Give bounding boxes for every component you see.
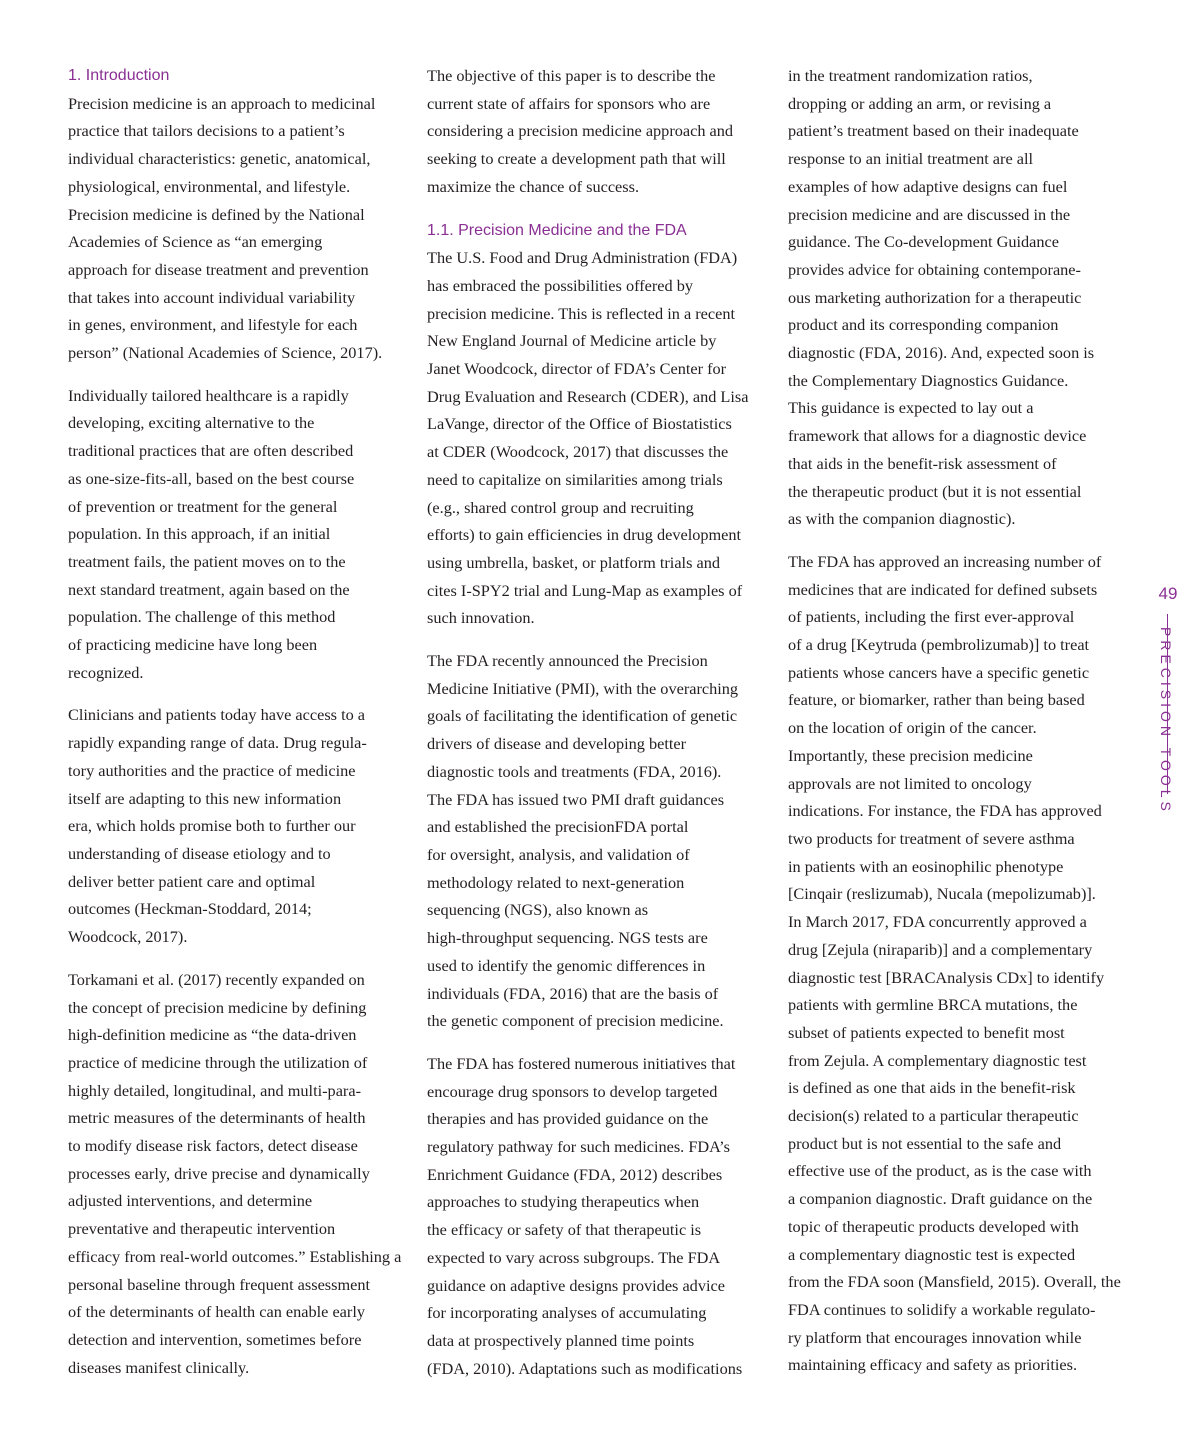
section-heading-precision-medicine-fda: 1.1. Precision Medicine and the FDA — [427, 221, 687, 239]
column-1 — [68, 62, 413, 1396]
section-heading-introduction: 1. Introduction — [68, 67, 170, 84]
paragraph: The FDA has fostered numerous initiatives that encourage drug sponsors to develop targeted therapies and has provided guidance on the regulatory pathway for such medicines. FDA’s Enrichment Guidance (FDA, 2012) describes approaches to studying therapeutics when the efficacy or safety of that therapeutic is expected to vary across subgroups. The FDA guidance on adaptive designs provides advice for incorporating analyses of accumulating data at prospectively planned time points (FDA, 2010). Adaptations such as modifications — [427, 1053, 743, 1378]
paragraph: Torkamani et al. (2017) recently expanded on the concept of precision medicine by defining high-definition medicine as “the data-driven practice of medicine through the utilization of highly detailed, longitudinal, and multi-para- metric measures of the determinants of health to modify disease risk factors, detect disease processes early, drive precise and dynamically adjusted interventions, and determine preventative and therapeutic intervention efficacy from real-world outcomes.” Establishing a personal baseline through frequent assessment of the determinants of health can enable early detection and intervention, sometimes before diseases manifest clinically. — [68, 969, 402, 1377]
page-number: 49 — [1158, 584, 1178, 603]
paragraph: The U.S. Food and Drug Administration (FDA) has embraced the possibilities offered by precision medicine. This is reflected in a recent New England Journal of Medicine article by Janet Woodcock, director of FDA’s Center for Drug Evaluation and Research (CDER), and Lisa LaVange, director of the Office of Biostatistics at CDER (Woodcock, 2017) that discusses the need to capitalize on similarities among trials (e.g., shared control group and recruiting efforts) to gain efficiencies in drug development using umbrella, basket, or platform trials and cites I-SPY2 trial and Lung-Map as examples of such innovation. — [427, 248, 749, 628]
column-2 — [427, 62, 773, 1397]
paragraph: in the treatment randomization ratios, dropping or adding an arm, or revising a patient’s treatment based on their inadequate response to an initial treatment are all examples of how adaptive designs can fuel precision medicine and are discussed in the guidance. The Co-development Guidance provides advice for obtaining contemporane- ous marketing authorization for a therapeutic product and its corresponding companion diagnostic (FDA, 2016). And, expected soon is the Complementary Diagnostics Guidance. This guidance is expected to lay out a framework that allows for a diagnostic device that aids in the benefit-risk assessment of the therapeutic product (but it is not essential as with the companion diagnostic). — [788, 66, 1095, 529]
column-3 — [788, 62, 1133, 1394]
paragraph: The objective of this paper is to describe the current state of affairs for sponsors who are considering a precision medicine approach and seeking to create a development path that will maximize the chance of success. — [427, 66, 734, 196]
paragraph: The FDA has approved an increasing number of medicines that are indicated for defined subsets of patients, including the first ever-approval of a drug [Keytruda (pembrolizumab)] to treat patients whose cancers have a specific genetic feature, or biomarker, rather than being based on the location of origin of the cancer. Importantly, these precision medicine approvals are not limited to oncology indications. For instance, the FDA has approved two products for treatment of severe asthma in patients with an eosinophilic phenotype [Cinqair (reslizumab), Nucala (mepolizumab)]. In March 2017, FDA concurrently approved a drug [Zejula (niraparib)] and a complementary diagnostic test [BRACAnalysis CDx] to identify patients with germline BRCA mutations, the subset of patients expected to benefit most from Zejula. A complementary diagnostic test is defined as one that aids in the benefit-risk decision(s) related to a particular therapeutic product but is not essential to the safe and effective use of the product, as is the case with a companion diagnostic. Draft guidance on the topic of therapeutic products developed with a complementary diagnostic test is expected from the FDA soon (Mansfield, 2015). Overall, the FDA continues to solidify a workable regulato- ry platform that encourages innovation while maintaining efficacy and safety as priorities. — [788, 551, 1121, 1375]
paragraph: Clinicians and patients today have access to a rapidly expanding range of data. Drug regula- tory authorities and the practice of medicine itself are adapting to this new information era, which holds promise both to further our understanding of disease etiology and to deliver better patient care and optimal outcomes (Heckman-Stoddard, 2014; Woodcock, 2017). — [68, 705, 367, 947]
paragraph: Individually tailored healthcare is a rapidly developing, exciting alternative to the traditional practices that are often described as one-size-fits-all, based on the best course of prevention or treatment for the general population. In this approach, if an initial treatment fails, the patient moves on to the next standard treatment, again based on the population. The challenge of this method of practicing medicine have long been recognized. — [68, 385, 355, 682]
paragraph: Precision medicine is an approach to medicinal practice that tailors decisions to a patient’s individual characteristics: genetic, anatomical, physiological, environmental, and lifestyle. Precision medicine is defined by the National Academies of Science as “an emerging approach for disease treatment and prevention that takes into account individual variability in genes, environment, and lifestyle for each person” (National Academies of Science, 2017). — [68, 93, 383, 363]
paragraph: The FDA recently announced the Precision Medicine Initiative (PMI), with the overarching goals of facilitating the identification of genetic drivers of disease and developing better diagnostic tools and treatments (FDA, 2016). The FDA has issued two PMI draft guidances and established the precisionFDA portal for oversight, analysis, and validation of methodology related to next-generation sequencing (NGS), also known as high-throughput sequencing. NGS tests are used to identify the genomic differences in individuals (FDA, 2016) that are the basis of the genetic component of precision medicine. — [427, 651, 739, 1031]
running-section-title: PRECISION TOOLS — [1158, 627, 1174, 815]
